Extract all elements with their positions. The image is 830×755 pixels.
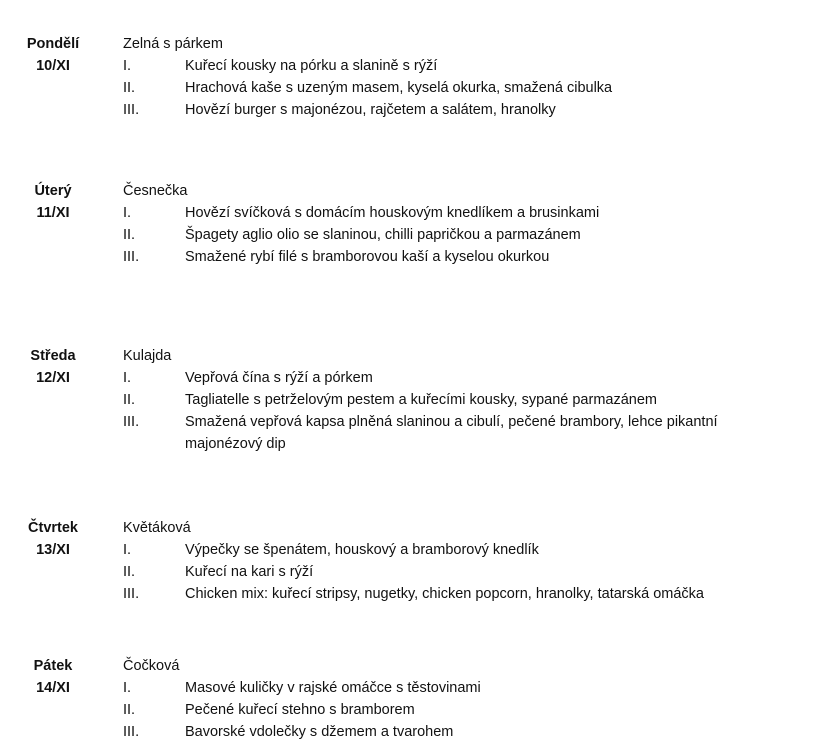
meal-text: Hrachová kaše s uzeným masem, kyselá okurka, smažená cibulka xyxy=(185,80,613,96)
meal-number: I. xyxy=(123,370,132,386)
meal-text: Masové kuličky v rajské omáčce s těstovinami xyxy=(185,680,481,696)
meal-number: II. xyxy=(123,392,136,408)
meal-text: Hovězí svíčková s domácím houskovým knedlíkem a brusinkami xyxy=(185,205,600,221)
day-date: 13/XI xyxy=(36,542,70,558)
meal-text: Smažená vepřová kapsa plněná slaninou a cibulí, pečené brambory, lehce pikantní majonézový dip xyxy=(185,414,718,452)
day-name: Pondělí xyxy=(26,36,80,52)
meal-text: Výpečky se špenátem, houskový a bramborový knedlík xyxy=(185,542,539,558)
day-name: Středa xyxy=(30,348,76,364)
day-label xyxy=(18,180,88,224)
meal-text: Bavorské vdolečky s džemem a tvarohem xyxy=(185,724,454,740)
meal-number: III. xyxy=(123,724,140,740)
day-name: Úterý xyxy=(34,183,72,199)
day-date: 11/XI xyxy=(36,205,70,221)
day-name: Pátek xyxy=(33,658,73,674)
day-date: 10/XI xyxy=(36,58,70,74)
meal-number: II. xyxy=(123,564,136,580)
day-name: Čtvrtek xyxy=(28,520,78,536)
meal-number: III. xyxy=(123,249,140,265)
meal-number: III. xyxy=(123,586,140,602)
meal-text: Špagety aglio olio se slaninou, chilli papričkou a parmazánem xyxy=(185,227,581,243)
soup: Čočková xyxy=(123,658,180,674)
meal-text: Hovězí burger s majonézou, rajčetem a salátem, hranolky xyxy=(185,102,556,118)
soup: Kulajda xyxy=(123,348,172,364)
meal-number: II. xyxy=(123,227,136,243)
meal-number: I. xyxy=(123,205,132,221)
meal-number: III. xyxy=(123,414,140,430)
meal-number: I. xyxy=(123,542,132,558)
meal-text: Chicken mix: kuřecí stripsy, nugetky, chicken popcorn, hranolky, tatarská omáčka xyxy=(185,586,704,602)
day-label xyxy=(18,345,88,389)
meal-text: Smažené rybí filé s bramborovou kaší a kyselou okurkou xyxy=(185,249,550,265)
soup: Zelná s párkem xyxy=(123,36,223,52)
soup: Česnečka xyxy=(123,183,188,199)
day-label xyxy=(18,655,88,699)
day-date: 12/XI xyxy=(36,370,70,386)
meal-text: Pečené kuřecí stehno s bramborem xyxy=(185,702,415,718)
meal-text: Kuřecí kousky na pórku a slanině s rýží xyxy=(185,58,438,74)
day-label xyxy=(18,33,88,77)
day-date: 14/XI xyxy=(36,680,70,696)
soup: Květáková xyxy=(123,520,191,536)
meal-number: I. xyxy=(123,680,132,696)
meal-number: III. xyxy=(123,102,140,118)
day-label xyxy=(18,517,88,561)
meal-text: Vepřová čína s rýží a pórkem xyxy=(185,370,373,386)
meal-number: II. xyxy=(123,80,136,96)
meal-text: Tagliatelle s petrželovým pestem a kuřecími kousky, sypané parmazánem xyxy=(185,392,657,408)
meal-number: II. xyxy=(123,702,136,718)
meal-number: I. xyxy=(123,58,132,74)
meal-text: Kuřecí na kari s rýží xyxy=(185,564,314,580)
